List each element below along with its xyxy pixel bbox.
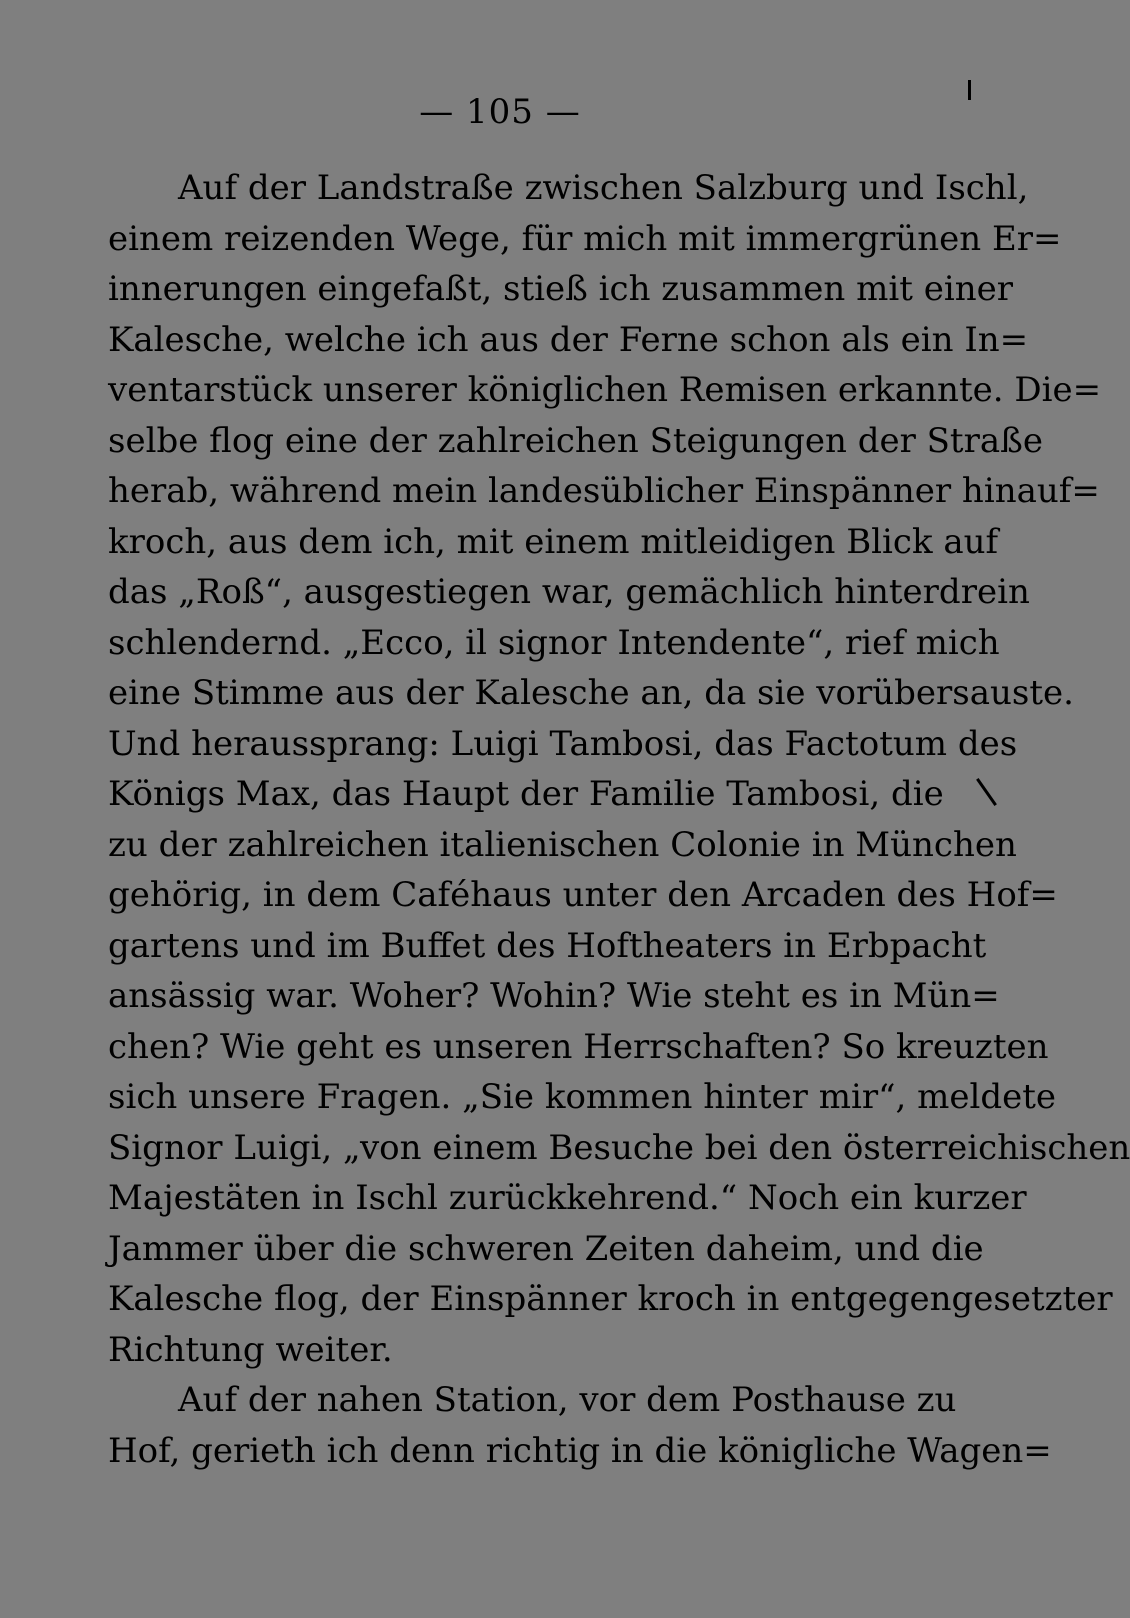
text-line: chen? Wie geht es unseren Herrschaften? So kreuzten xyxy=(108,1026,1049,1067)
text-line: Auf der Landstraße zwischen Salzburg und Ischl, xyxy=(178,168,1029,208)
paragraph-1 xyxy=(108,163,1130,1375)
text-line: gehörig, in dem Caféhaus unter den Arcaden des Hof= xyxy=(108,875,1058,915)
text-line: schlendernd. „Ecco, il signor Intendente“, rief mich xyxy=(108,622,1000,663)
text-line: Hof, gerieth ich denn richtig in die königliche Wagen= xyxy=(108,1430,1052,1471)
text-line: Jammer über die schweren Zeiten daheim, und die xyxy=(108,1228,984,1269)
text-line: eine Stimme aus der Kalesche an, da sie vorübersauste. xyxy=(108,673,1074,713)
text-line: kroch, aus dem ich, mit einem mitleidigen Blick auf xyxy=(108,521,999,562)
text-line: einem reizenden Wege, für mich mit immergrünen Er= xyxy=(108,218,1062,259)
paragraph-2 xyxy=(108,1375,1052,1476)
body-text xyxy=(108,163,1130,1476)
text-line: Auf der nahen Station, vor dem Posthause zu xyxy=(178,1380,957,1420)
text-line: selbe flog eine der zahlreichen Steigungen der Straße xyxy=(108,420,1043,461)
text-line: Signor Luigi, „von einem Besuche bei den österreichischen xyxy=(108,1127,1130,1168)
text-line: innerungen eingefaßt, stieß ich zusammen mit einer xyxy=(108,269,1013,309)
margin-mark xyxy=(976,778,997,806)
text-line: Königs Max, das Haupt der Familie Tambosi, die xyxy=(108,774,944,814)
text-line: Und heraussprang: Luigi Tambosi, das Factotum des xyxy=(108,723,1018,764)
text-line: Richtung weiter. xyxy=(108,1329,393,1370)
text-line: sich unsere Fragen. „Sie kommen hinter mir“, meldete xyxy=(108,1077,1056,1117)
text-line: zu der zahlreichen italienischen Colonie in München xyxy=(108,824,1017,865)
text-line: gartens und im Buffet des Hoftheaters in Erbpacht xyxy=(108,925,987,966)
text-line: ventarstück unserer königlichen Remisen erkannte. Die= xyxy=(108,370,1102,410)
text-line: Kalesche flog, der Einspänner kroch in entgegengesetzter xyxy=(108,1279,1113,1319)
page-number: — 105 — xyxy=(419,92,581,132)
text-line: herab, während mein landesüblicher Einspänner hinauf= xyxy=(108,471,1100,511)
text-line: ansässig war. Woher? Wohin? Wie steht es in Mün= xyxy=(108,976,1000,1016)
text-line: das „Roß“, ausgestiegen war, gemächlich hinterdrein xyxy=(108,572,1030,612)
margin-mark xyxy=(968,80,971,100)
text-line: Majestäten in Ischl zurückkehrend.“ Noch ein kurzer xyxy=(108,1178,1027,1218)
text-line: Kalesche, welche ich aus der Ferne schon als ein In= xyxy=(108,319,1029,360)
